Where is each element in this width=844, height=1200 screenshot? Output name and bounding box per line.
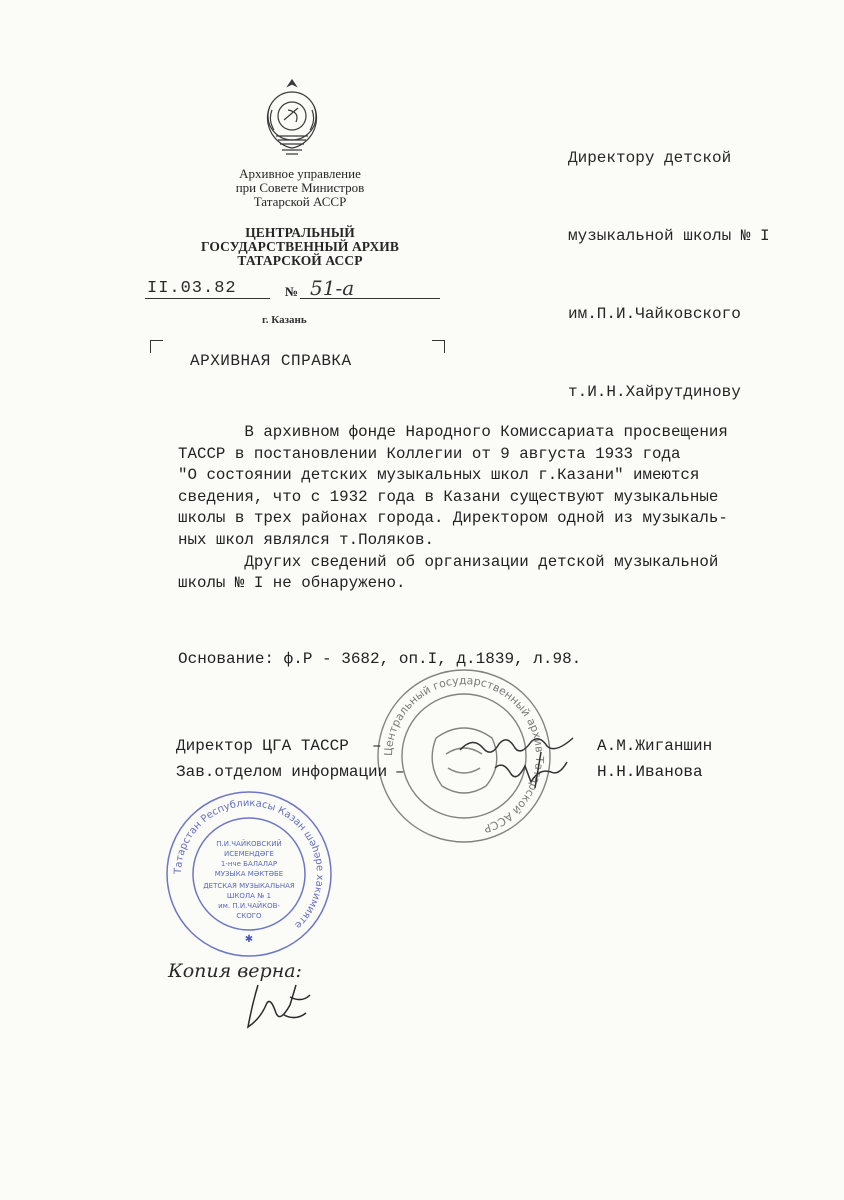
archive-line: ЦЕНТРАЛЬНЫЙ [245, 225, 355, 240]
addressee-block [568, 93, 770, 457]
basis-reference: Основание: ф.Р - 3682, оп.I, д.1839, л.98. [178, 650, 582, 668]
certifier-signature [240, 975, 320, 1035]
document-body [178, 422, 788, 595]
tassr-coat-of-arms-icon [258, 76, 326, 158]
authority-line: Архивное управление [239, 166, 361, 181]
school-stamp-line: 1-нче БАЛАЛАР [220, 860, 278, 868]
number-underline [300, 298, 440, 299]
school-stamp-line: ШКОЛА № 1 [226, 892, 272, 900]
school-stamp-line: ДЕТСКАЯ МУЗЫКАЛЬНАЯ [203, 882, 295, 890]
signatory-2-position: Зав.отделом информации [176, 763, 388, 781]
archive-authority-name [180, 167, 420, 209]
certified-copy-note: Копия верна: [168, 960, 302, 982]
star-icon: ✱ [244, 934, 254, 945]
body-line: "О состоянии детских музыкальных школ г.Казани" имеются [178, 466, 700, 485]
number-sign: № [285, 284, 299, 299]
addressee-line: им.П.И.Чайковского [568, 305, 741, 323]
director-signature [455, 722, 580, 792]
school-stamp-line: ИСЕМЕНДӘГЕ [224, 850, 274, 858]
school-stamp-line: СКОГО [236, 912, 262, 920]
addressee-line: Директору детской [568, 149, 732, 167]
school-stamp-ring-text: Татарстан Республикасы Казан шәһәре хакимияте [172, 797, 326, 931]
address-corner-mark [432, 340, 445, 353]
school-stamp-line: МУЗЫКА МӘКТӘБЕ [214, 870, 284, 878]
archive-line: ТАТАРСКОЙ АССР [237, 253, 363, 268]
document-number: 51-а [310, 276, 355, 300]
addressee-line: т.И.Н.Хайрутдинову [568, 383, 741, 401]
school-round-stamp [165, 790, 333, 958]
archive-stamp-ring-text: Центральный государственный архив Татарской АССР [381, 673, 547, 836]
archive-institution-name [180, 226, 420, 268]
authority-line: Татарской АССР [253, 194, 347, 209]
document-date: II.03.82 [147, 279, 237, 298]
body-line: В архивном фонде Народного Комиссариата просвещения [178, 423, 728, 441]
archive-line: ГОСУДАРСТВЕННЫЙ АРХИВ [200, 239, 399, 254]
addressee-line: музыкальной школы № I [568, 227, 770, 245]
body-line: Других сведений об организации детской музыкальной [178, 552, 719, 571]
signatory-2-name: Н.Н.Иванова [597, 763, 703, 781]
body-line: ных школ являлся т.Поляков. [178, 530, 434, 549]
address-corner-mark [150, 340, 163, 353]
school-stamp-line: П.И.ЧАЙКОВСКИЙ [216, 840, 282, 848]
school-stamp-line: им. П.И.ЧАЙКОВ- [218, 902, 280, 910]
document-title: АРХИВНАЯ СПРАВКА [190, 352, 352, 370]
signature-dash: – [395, 763, 405, 781]
authority-line: при Совете Министров [235, 180, 365, 195]
city: г. Казань [262, 314, 307, 326]
signatory-1-name: А.М.Жиганшин [597, 737, 713, 755]
body-line: школы № I не обнаружено. [178, 574, 406, 593]
date-underline [145, 298, 270, 299]
body-line: ТАССР в постановлении Коллегии от 9 августа 1933 года [178, 444, 681, 463]
signatory-1-position: Директор ЦГА ТАССР [176, 737, 349, 755]
body-line: школы в трех районах города. Директором одной из музыкаль- [178, 509, 728, 528]
signature-dash: – [372, 737, 382, 755]
body-line: сведения, что с 1932 года в Казани существуют музыкальные [178, 487, 719, 506]
